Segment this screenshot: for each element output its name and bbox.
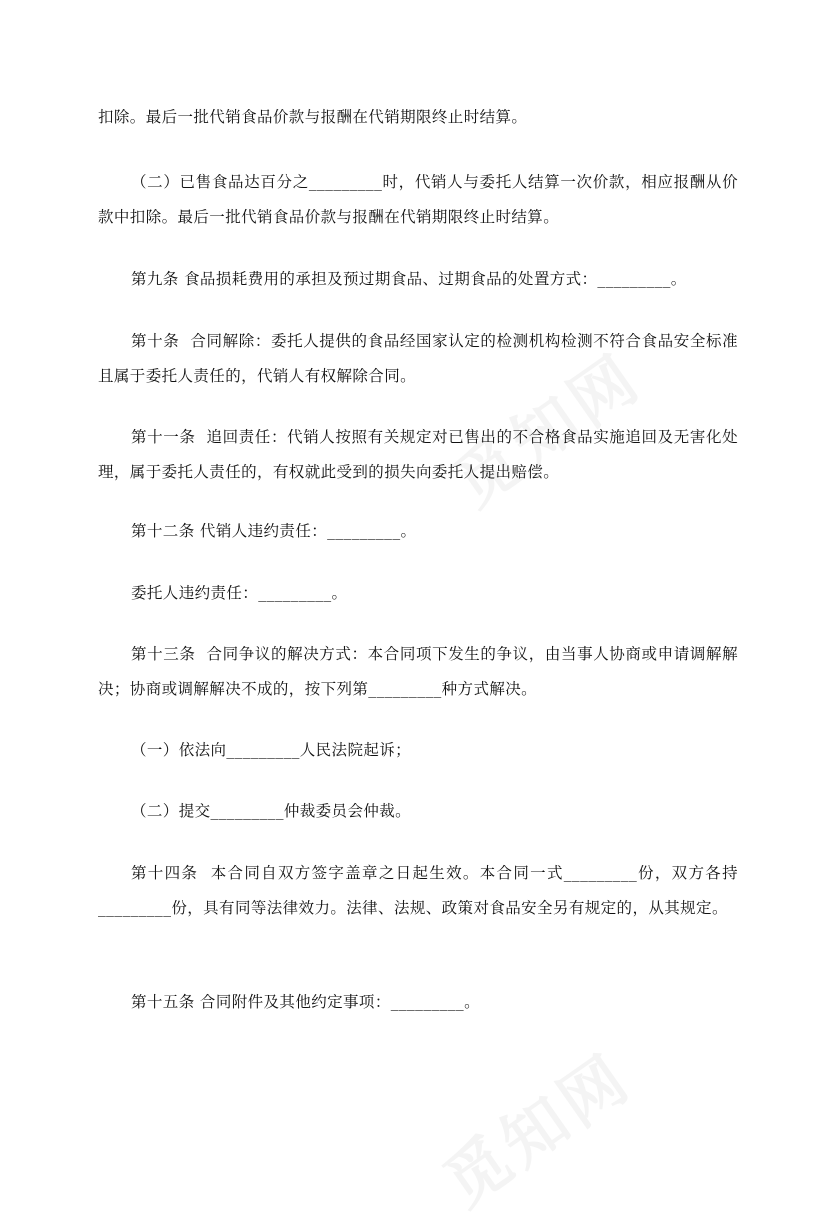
paragraph-article-12: 第十二条 代销人违约责任：_________。 bbox=[131, 522, 417, 540]
paragraph-option-2: （二）提交_________仲裁委员会仲裁。 bbox=[131, 802, 412, 820]
paragraph-article-9: 第九条 食品损耗费用的承担及预过期食品、过期食品的处置方式：_________。 bbox=[131, 270, 687, 288]
paragraph-continuation: 扣除。最后一批代销食品价款与报酬在代销期限终止时结算。 bbox=[98, 108, 528, 126]
paragraph-client-liability: 委托人违约责任：_________。 bbox=[131, 584, 348, 602]
paragraph-article-15: 第十五条 合同附件及其他约定事项：_________。 bbox=[131, 993, 480, 1011]
paragraph-article-11: 第十一条 追回责任：代销人按照有关规定对已售出的不合格食品实施追回及无害化处理，属于委托人责任的，有权就此受到的损失向委托人提出赔偿。 bbox=[98, 428, 738, 481]
watermark bbox=[423, 1028, 648, 1224]
paragraph-clause-2: （二）已售食品达百分之_________时，代销人与委托人结算一次价款，相应报酬从价款中扣除。最后一批代销食品价款与报酬在代销期限终止时结算。 bbox=[98, 173, 738, 226]
paragraph-article-13: 第十三条 合同争议的解决方式：本合同项下发生的争议，由当事人协商或申请调解解决；协商或调解解决不成的，按下列第_________种方式解决。 bbox=[98, 645, 738, 698]
paragraph-option-1: （一）依法向_________人民法院起诉； bbox=[131, 741, 412, 759]
paragraph-article-14: 第十四条 本合同自双方签字盖章之日起生效。本合同一式_________份，双方各持_________份，具有同等法律效力。法律、法规、政策对食品安全另有规定的，从其规定。 bbox=[98, 864, 738, 917]
paragraph-article-10: 第十条 合同解除：委托人提供的食品经国家认定的检测机构检测不符合食品安全标准且属于委托人责任的，代销人有权解除合同。 bbox=[98, 332, 738, 385]
